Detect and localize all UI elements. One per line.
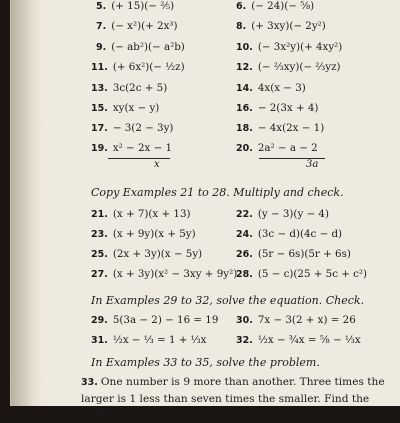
example-8: 8. (+ 3xy)(− 2y²) — [236, 20, 326, 32]
example-25: 25. (2x + 3y)(x − 5y) — [91, 248, 203, 260]
example-19: 19. x² − 2x − 1 — [91, 142, 173, 154]
example-30: 30. 7x − 3(2 + x) = 26 — [236, 314, 356, 326]
book-spine-shadow — [11, 0, 43, 406]
example-23: 23. (x + 9y)(x + 5y) — [91, 228, 196, 240]
instruction-33-35: In Examples 33 to 35, solve the problem. — [91, 356, 320, 369]
example-16: 16. − 2(3x + 4) — [236, 102, 319, 114]
example-26: 26. (5r − 6s)(5r + 6s) — [236, 248, 351, 260]
example-14: 14. 4x(x − 3) — [236, 82, 306, 94]
example-17: 17. − 3(2 − 3y) — [91, 122, 174, 134]
example-12: 12. (− ⅔xy)(− ⅔yz) — [236, 61, 341, 73]
instruction-29-32: In Examples 29 to 32, solve the equation. Check. — [91, 294, 365, 307]
denominator-20: 3a — [306, 159, 319, 170]
example-32: 32. ½x − ¾x = ⅝ − ⅓x — [236, 334, 361, 346]
example-7: 7. (− x²)(+ 2x³) — [96, 20, 178, 32]
example-11: 11. (+ 6x²)(− ½z) — [91, 61, 185, 73]
example-27: 27. (x + 3y)(x² − 3xy + 9y²) — [91, 268, 238, 280]
example-31: 31. ½x − ⅓ = 1 + ⅓x — [91, 334, 207, 346]
example-9: 9. (− ab²)(− a²b) — [96, 41, 185, 53]
example-21: 21. (x + 7)(x + 13) — [91, 208, 191, 220]
instruction-21-28: Copy Examples 21 to 28. Multiply and check. — [91, 186, 344, 199]
denominator-19: x — [154, 159, 160, 170]
example-13: 13. 3c(2c + 5) — [91, 82, 168, 94]
problem-33: 33. One number is 9 more than another. Three times the larger is 1 less than seven times the smaller. Find the number. — [81, 376, 385, 421]
book-page — [10, 0, 400, 421]
example-29: 29. 5(3a − 2) − 16 = 19 — [91, 314, 219, 326]
example-20: 20. 2a² − a − 2 — [236, 142, 318, 154]
example-18: 18. − 4x(2x − 1) — [236, 122, 325, 134]
example-10: 10. (− 3x²y)(+ 4xy²) — [236, 41, 343, 53]
example-15: 15. xy(x − y) — [91, 102, 160, 114]
example-5: 5. (+ 15)(− ⅖) — [96, 0, 175, 12]
fraction-bar-19 — [108, 158, 170, 159]
example-22: 22. (y − 3)(y − 4) — [236, 208, 329, 220]
example-24: 24. (3c − d)(4c − d) — [236, 228, 343, 240]
example-6: 6. (− 24)(− ⅝) — [236, 0, 315, 12]
example-28: 28. (5 − c)(25 + 5c + c²) — [236, 268, 368, 280]
